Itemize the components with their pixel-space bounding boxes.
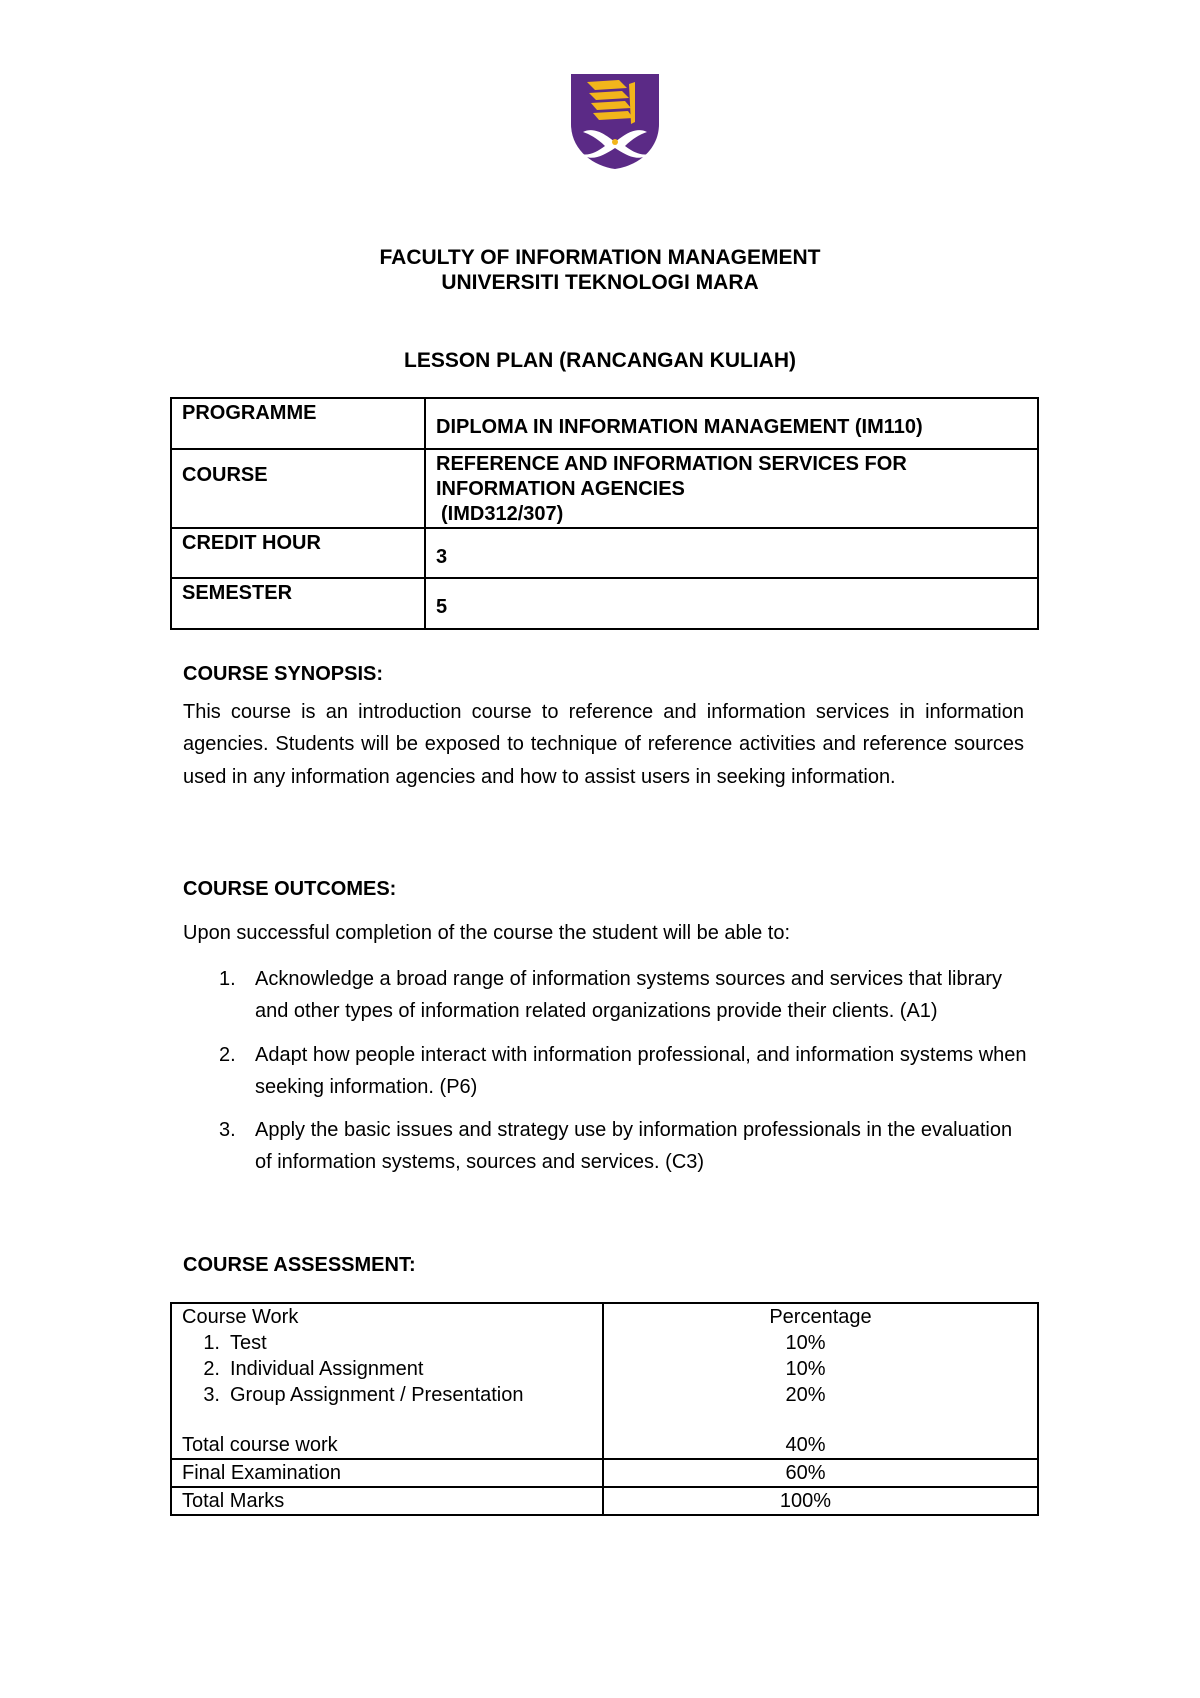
course-code: (IMD312/307) xyxy=(441,503,564,525)
item-number: 3. xyxy=(203,1384,220,1406)
total-course-work-percentage: 40% xyxy=(785,1434,826,1456)
outcome-number: 3. xyxy=(219,1119,236,1142)
course-value xyxy=(436,450,1027,527)
final-exam-label: Final Examination xyxy=(171,1459,603,1487)
table-row xyxy=(171,1303,1038,1459)
item-label: Test xyxy=(230,1332,267,1354)
outcome-number: 1. xyxy=(219,968,236,990)
list-item xyxy=(183,963,1033,1028)
outcome-text: Acknowledge a broad range of information systems sources and services that library and other types of information related organizations provide their clients. (A1) xyxy=(255,968,1003,1023)
outcomes-list xyxy=(183,963,1033,1190)
item-percentage: 20% xyxy=(785,1384,826,1406)
item-number: 2. xyxy=(203,1358,220,1380)
assessment-item xyxy=(182,1356,592,1382)
university-heading: UNIVERSITI TEKNOLOGI MARA xyxy=(441,271,759,294)
programme-value: DIPLOMA IN INFORMATION MANAGEMENT (IM110) xyxy=(436,416,923,438)
outcomes-intro: Upon successful completion of the course the student will be able to: xyxy=(183,922,791,944)
course-value-line2: INFORMATION AGENCIES xyxy=(436,478,685,500)
total-course-work-label: Total course work xyxy=(182,1434,338,1456)
table-row xyxy=(171,398,1038,449)
faculty-heading: FACULTY OF INFORMATION MANAGEMENT xyxy=(379,246,821,269)
item-number: 1. xyxy=(203,1332,220,1354)
total-marks-percentage: 100% xyxy=(779,1490,832,1512)
table-row xyxy=(171,578,1038,629)
final-exam-percentage: 60% xyxy=(785,1462,826,1484)
assessment-item xyxy=(182,1330,592,1356)
synopsis-text: This course is an introduction course to reference and information services in information agencies. Students will be exposed to technique of reference activities and reference sources used in any information agencies and how to assist users in seeking information. xyxy=(183,701,1024,788)
outcome-text: Apply the basic issues and strategy use by information professionals in the evaluation of information systems, sources and services. (C3) xyxy=(255,1119,1013,1174)
total-marks-label: Total Marks xyxy=(171,1487,603,1515)
uitm-crest-icon xyxy=(565,70,665,170)
programme-label: PROGRAMME xyxy=(182,402,317,424)
item-label: Individual Assignment xyxy=(230,1358,424,1380)
list-item xyxy=(183,1039,1033,1104)
table-row xyxy=(171,449,1038,528)
table-row xyxy=(171,1487,1038,1515)
outcome-text: Adapt how people interact with information professional, and information systems when seeking information. (P6) xyxy=(255,1043,1027,1098)
course-info-table xyxy=(170,397,1039,630)
item-percentage: 10% xyxy=(785,1358,826,1380)
item-label: Group Assignment / Presentation xyxy=(230,1384,524,1406)
assessment-heading: COURSE ASSESSMENT: xyxy=(183,1254,416,1276)
credit-hour-label: CREDIT HOUR xyxy=(182,532,321,554)
semester-value: 5 xyxy=(436,596,448,618)
assessment-item xyxy=(182,1382,592,1408)
page-title: LESSON PLAN (RANCANGAN KULIAH) xyxy=(404,349,796,372)
outcomes-heading: COURSE OUTCOMES: xyxy=(183,878,397,900)
table-row xyxy=(171,528,1038,578)
course-work-header: Course Work xyxy=(182,1306,299,1328)
percentage-header: Percentage xyxy=(769,1306,872,1328)
course-value-line1: REFERENCE AND INFORMATION SERVICES FOR xyxy=(436,453,907,475)
list-item xyxy=(183,1114,1033,1179)
credit-hour-value: 3 xyxy=(436,546,448,568)
item-percentage: 10% xyxy=(785,1332,826,1354)
synopsis-heading: COURSE SYNOPSIS: xyxy=(183,663,384,685)
semester-label: SEMESTER xyxy=(182,582,293,604)
course-label: COURSE xyxy=(182,464,268,486)
uitm-crest-graphic xyxy=(565,70,665,170)
table-row xyxy=(171,1459,1038,1487)
outcome-number: 2. xyxy=(219,1043,236,1066)
assessment-table xyxy=(170,1302,1039,1516)
